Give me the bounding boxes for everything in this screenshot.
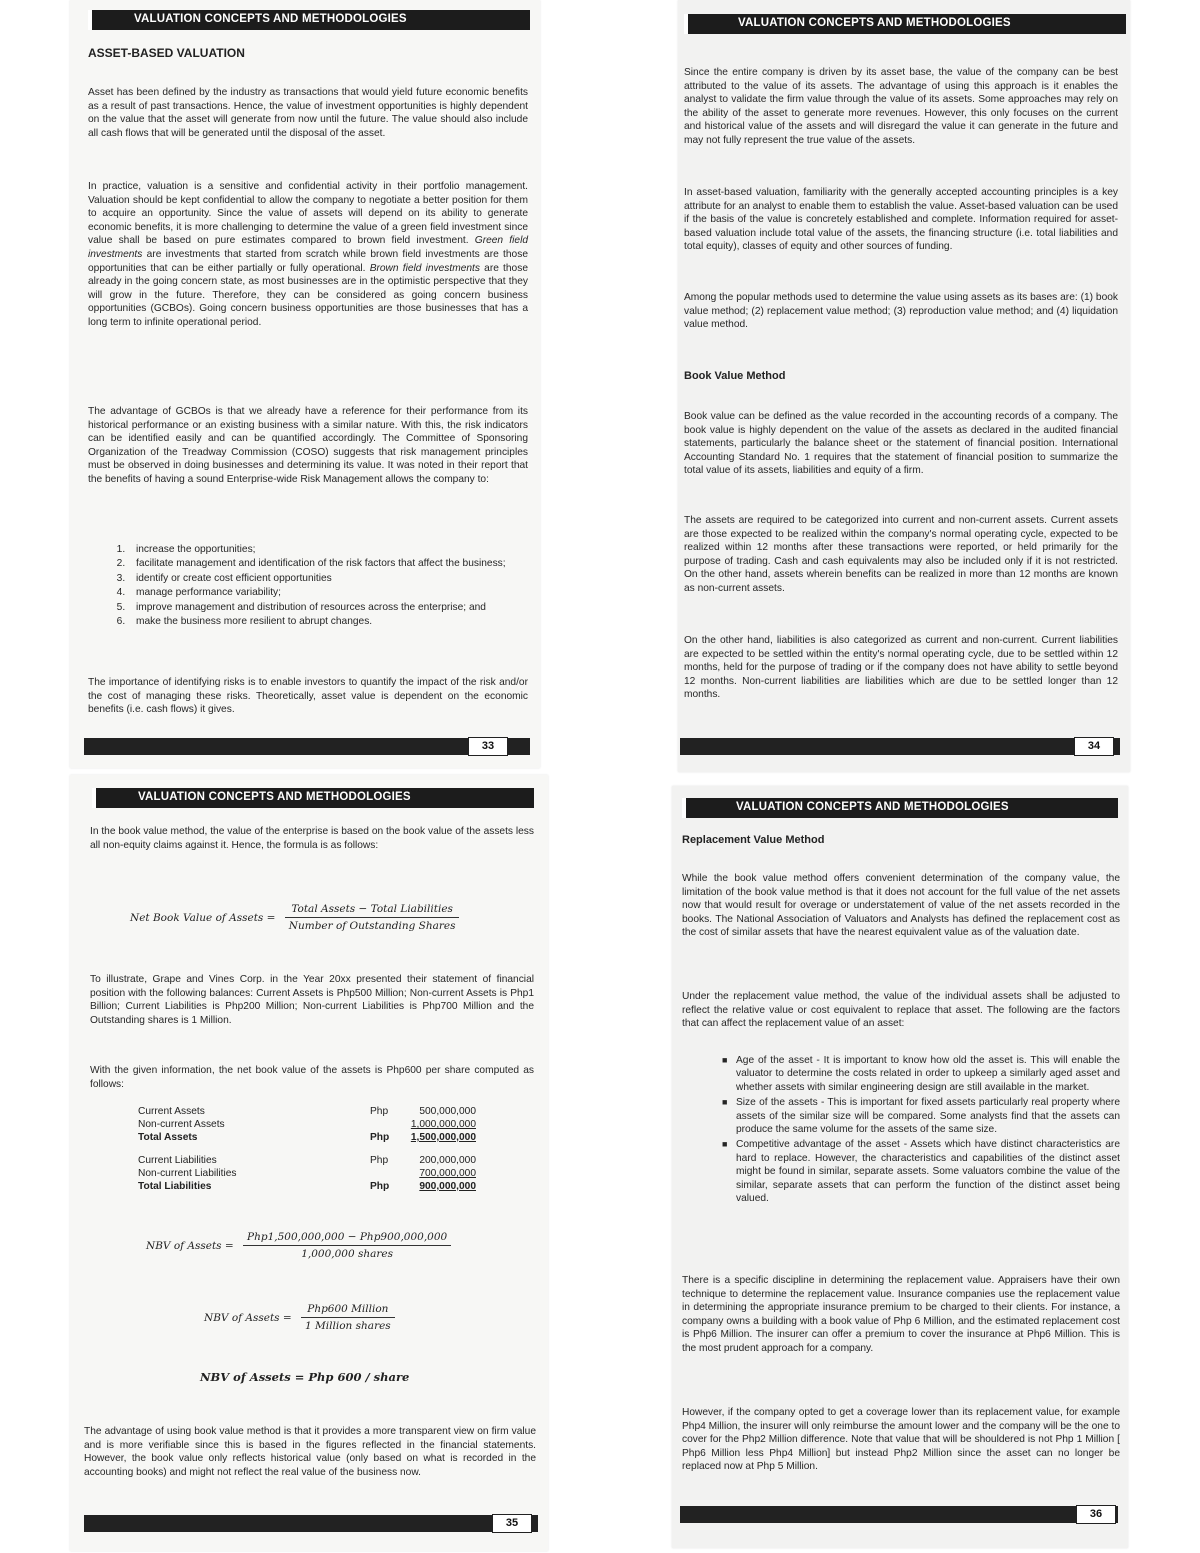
running-header	[682, 798, 1118, 818]
nbv-calc-2	[204, 1303, 395, 1332]
paragraph: In asset-based valuation, familiarity with the generally accepted accounting principles is a key attribute for an analyst to enable them to establish the value. Asset-based valuation can be used if the basis of the value is concretely established and complete. Information required for asset-based valuation include total value of the assets, the financing structure (i.e. total liabilities and total equity), classes of equity and other sources of funding.	[684, 187, 1118, 253]
row-label: Current Liabilities	[138, 1155, 217, 1166]
paragraph	[88, 180, 528, 330]
page-footer	[680, 738, 1120, 755]
calc-numerator: Php600 Million	[301, 1303, 395, 1318]
page-footer	[84, 738, 530, 755]
subsection-title: Book Value Method	[684, 370, 786, 382]
subsection-title: Replacement Value Method	[682, 834, 825, 846]
amount: 700,000,000	[419, 1168, 476, 1179]
benefits-list	[104, 543, 540, 629]
term-brown-field: Brown field investments	[369, 262, 480, 274]
page-number: 35	[492, 1514, 532, 1533]
list-item: ■ Age of the asset - It is important to know how old the asset is. This will enable the valuator to determine the costs related in order to upkeep a similarly aged asset and whether assets with similar engineering design are still available in the market.	[722, 1055, 1120, 1093]
page-33	[70, 0, 540, 768]
paragraph-text: are those already in the going concern state, as most businesses are in the optimistic perspective that they will grow in the future. Therefore, they can be considered as going concern business opportunities (GCBOs). Going concern business opportunities are those businesses that has a long term to infinite operational period.	[88, 262, 528, 328]
nbv-formula	[130, 903, 459, 932]
running-header	[88, 10, 530, 30]
currency: Php	[370, 1106, 389, 1117]
calc-lhs: NBV of Assets =	[204, 1311, 292, 1324]
term-green-field: Green field investments	[88, 235, 528, 260]
row-label: Total Liabilities	[138, 1181, 212, 1192]
formula-denominator: Number of Outstanding Shares	[288, 920, 456, 932]
paragraph-text: In practice, valuation is a sensitive and confidential activity in their portfolio management. Valuation should be kept confidential to allow the company to negotiate a better position for them to acquire an opportunity. Since the value of assets will depend on its ability to generate economic benefits, it is more challenging to determine the value of a green field investment since value shall be based on pure estimates compared to brown field investment.	[88, 181, 528, 247]
calc-fraction	[301, 1303, 395, 1332]
amount: 900,000,000	[419, 1181, 476, 1192]
row-label: Non-current Assets	[138, 1119, 225, 1130]
list-item: ■ Competitive advantage of the asset - Assets which have distinct characteristics are hard to replace. However, the characteristics and capabilities of the distinct asset might be found in similar, separate assets. Some valuators combine the value of the similar, separate assets that can perform the function of the distinct asset being valued.	[722, 1139, 1120, 1205]
paragraph: Among the popular methods used to determine the value using assets as its bases are: (1) book value method; (2) replacement value method; (3) reproduction value method; and (4) liquidation value method.	[684, 292, 1118, 331]
formula-fraction	[285, 903, 460, 932]
list-item-text: Size of the assets - This is important for fixed assets particularly real property where assets of the similar size will be compared. Some analysts find that the assets can produce the same volume for the assets of the same size.	[736, 1097, 1120, 1136]
paragraph: The advantage of using book value method is that it provides a more transparent view on firm value and is more verifiable since this is based in the figures reflected in the financial statements. However, the book value only reflects historical value (only based on what is recorded in the accounting books) and might not reflect the real value of the business now.	[84, 1426, 536, 1478]
list-item: 2. facilitate management and identification of the risk factors that affect the business;	[128, 557, 540, 570]
currency: Php	[370, 1155, 389, 1166]
page-footer	[680, 1506, 1118, 1523]
calc-denominator: 1 Million shares	[305, 1320, 391, 1332]
table-row	[138, 1167, 476, 1180]
paragraph: The importance of identifying risks is to enable investors to quantify the impact of the risk and/or the cost of managing these risks. Theoretically, asset value is dependent on the economic benefits (i.e. cash flows) it gives.	[88, 677, 528, 716]
amount: 200,000,000	[419, 1155, 476, 1166]
paragraph: The advantage of GCBOs is that we already have a reference for their performance from its historical performance or an existing business with a similar nature. With this, the risk indicators can be identified easily and can be quantified accordingly. The Committee of Sponsoring Organization of the Treadway Commission (COSO) suggests that risk management principles must be observed in doing businesses and determining its value. It was noted in their report that the benefits of having a sound Enterprise-wide Risk Management allows the company to:	[88, 406, 528, 485]
list-item: 5. improve management and distribution of resources across the enterprise; and	[128, 601, 540, 614]
calc-fraction	[243, 1231, 451, 1260]
header-text: VALUATION CONCEPTS AND METHODOLOGIES	[138, 791, 411, 803]
currency: Php	[370, 1132, 390, 1143]
page-footer	[84, 1515, 538, 1532]
table-row	[138, 1105, 476, 1118]
paragraph: Under the replacement value method, the value of the individual assets shall be adjusted to reflect the relative value or cost equivalent to replace that asset. The following are the factors that can affect the replacement value of an asset:	[682, 991, 1120, 1030]
header-text: VALUATION CONCEPTS AND METHODOLOGIES	[738, 17, 1011, 29]
list-item: ■ Size of the assets - This is important for fixed assets particularly real property where assets of the similar size will be compared. Some analysts find that the assets can produce the same volume for the assets of the same size.	[722, 1097, 1120, 1136]
row-label: Total Assets	[138, 1132, 198, 1143]
paragraph: The assets are required to be categorized into current and non-current assets. Current assets are those expected to be realized within the company's normal operating cycle, expected to be realized within 12 months after these transactions were reported, or held primarily for the purpose of trading. Cash and cash equivalents may also be included only if it is not restricted. On the other hand, assets wherein benefits can be realized in more than 12 months are known as non-current assets.	[684, 515, 1118, 594]
list-item: 4. manage performance variability;	[128, 586, 540, 599]
list-item: 3. identify or create cost efficient opportunities	[128, 572, 540, 585]
calc-denominator: 1,000,000 shares	[301, 1248, 394, 1260]
table-row	[138, 1118, 476, 1131]
running-header	[92, 788, 534, 808]
row-label: Current Assets	[138, 1106, 205, 1117]
row-label: Non-current Liabilities	[138, 1168, 237, 1179]
nbv-result: NBV of Assets = Php 600 / share	[200, 1370, 410, 1384]
list-item-text: Competitive advantage of the asset - Assets which have distinct characteristics are hard to replace. However, the characteristics and capabilities of the distinct asset might be found in similar, separate assets. Some valuators combine the value of the similar, separate assets that can perform the function of the distinct asset being valued.	[736, 1139, 1120, 1205]
table-row	[138, 1131, 476, 1144]
formula-numerator: Total Assets − Total Liabilities	[285, 903, 460, 918]
list-item: 1. increase the opportunities;	[128, 543, 540, 556]
page-number: 36	[1076, 1505, 1116, 1524]
header-text: VALUATION CONCEPTS AND METHODOLOGIES	[134, 13, 407, 25]
paragraph: On the other hand, liabilities is also categorized as current and non-current. Current liabilities are expected to be settled within the entity's normal operating cycle, due to be settled within 12 months, held for the purpose of trading or if the company does not have ability to settle beyond 12 months. Non-current liabilities are liabilities which are due to be settled longer than 12 months.	[684, 635, 1118, 701]
page-number: 34	[1074, 737, 1114, 756]
calc-numerator: Php1,500,000,000 − Php900,000,000	[243, 1231, 451, 1246]
paragraph: There is a specific discipline in determining the replacement value. Appraisers have their own technique to determine the replacement value. Insurance companies use the replacement value in determining the appropriate insurance premium to be charged to their clients. For instance, a company owns a building with a book value of Php 6 Million, and the estimated replacement cost is Php6 Million. The insurer can offer a premium to cover the insurance at Php6 Million. This is the most prudent approach for a company.	[682, 1275, 1120, 1354]
page-number: 33	[468, 737, 508, 756]
list-item-text: Age of the asset - It is important to know how old the asset is. This will enable the valuator to determine the costs related in order to upkeep a similarly aged asset and whether assets with similar engineering design are still available in the market.	[736, 1055, 1120, 1093]
header-text: VALUATION CONCEPTS AND METHODOLOGIES	[736, 801, 1009, 813]
paragraph: Since the entire company is driven by its asset base, the value of the company can be best attributed to the value of its assets. The advantage of using this approach is it enables the analyst to validate the firm value through the value of its assets. Some approaches may rely on the ability of the asset to generate more revenues. However, this only focuses on the current and historical value of the assets and will disregard the value it can generate in the future and may not fully represent the true value of the assets.	[684, 67, 1118, 146]
amount: 1,000,000,000	[410, 1119, 476, 1130]
page-36	[672, 786, 1128, 1548]
running-header	[684, 14, 1126, 34]
amount: 1,500,000,000	[410, 1132, 476, 1143]
paragraph: Book value can be defined as the value recorded in the accounting records of a company. The book value is highly dependent on the value of the assets as declared in the audited financial statements, particularly the balance sheet or the statement of financial position. International Accounting Standard No. 1 requires that the statement of financial position to summarize the total value of its assets, liabilities and equity of a firm.	[684, 411, 1118, 477]
table-row	[138, 1180, 476, 1193]
paragraph: Asset has been defined by the industry as transactions that would yield future economic benefits as a result of past transactions. Hence, the value of investment opportunities is highly dependent on the value that the asset will generate from now until the future. The value should also include all cash flows that will be generated until the disposal of the asset.	[88, 87, 528, 139]
paragraph: To illustrate, Grape and Vines Corp. in the Year 20xx presented their statement of financial position with the following balances: Current Assets is Php500 Million; Non-current Assets is Php1 Billion; Current Liabilities is Php200 Million; Non-current Liabilities is Php700 Million and the Outstanding shares is 1 Million.	[90, 974, 534, 1026]
page-35	[70, 775, 548, 1551]
list-item: 6. make the business more resilient to abrupt changes.	[128, 615, 540, 628]
factor-list	[702, 1054, 1120, 1207]
formula-lhs: Net Book Value of Assets =	[130, 911, 276, 924]
paragraph: While the book value method offers convenient determination of the company value, the limitation of the book value method is that it does not account for the full value of the net assets now that would result for overage or understatement of value of the net assets recorded in the books. The National Association of Valuators and Analysts has defined the replacement cost as the cost of similar assets that have the nearest equivalent value as of the valuation date.	[682, 873, 1120, 939]
currency: Php	[370, 1181, 390, 1192]
paragraph: With the given information, the net book value of the assets is Php600 per share computed as follows:	[90, 1065, 534, 1090]
calc-lhs: NBV of Assets =	[146, 1239, 234, 1252]
table-row	[138, 1154, 476, 1167]
nbv-calc-1	[146, 1231, 451, 1260]
paragraph: In the book value method, the value of the enterprise is based on the book value of the assets less all non-equity claims against it. Hence, the formula is as follows:	[90, 826, 534, 851]
balance-table	[138, 1105, 476, 1193]
paragraph-text: are investments that started from scratch while brown field investments are those opportunities that can be either partially or fully operational.	[88, 248, 528, 274]
section-title: ASSET-BASED VALUATION	[88, 46, 245, 60]
paragraph: However, if the company opted to get a coverage lower than its replacement value, for example Php4 Million, the insurer will only reimburse the amount lower and the company will be the one to cover for the Php2 Million difference. Note that value that will be shouldered is not Php 1 Million [ Php6 Million less Php4 Million] but instead Php2 Million since the asset can no longer be replaced now at Php 5 Million.	[682, 1407, 1120, 1473]
amount: 500,000,000	[419, 1106, 476, 1117]
page-34	[678, 0, 1130, 772]
